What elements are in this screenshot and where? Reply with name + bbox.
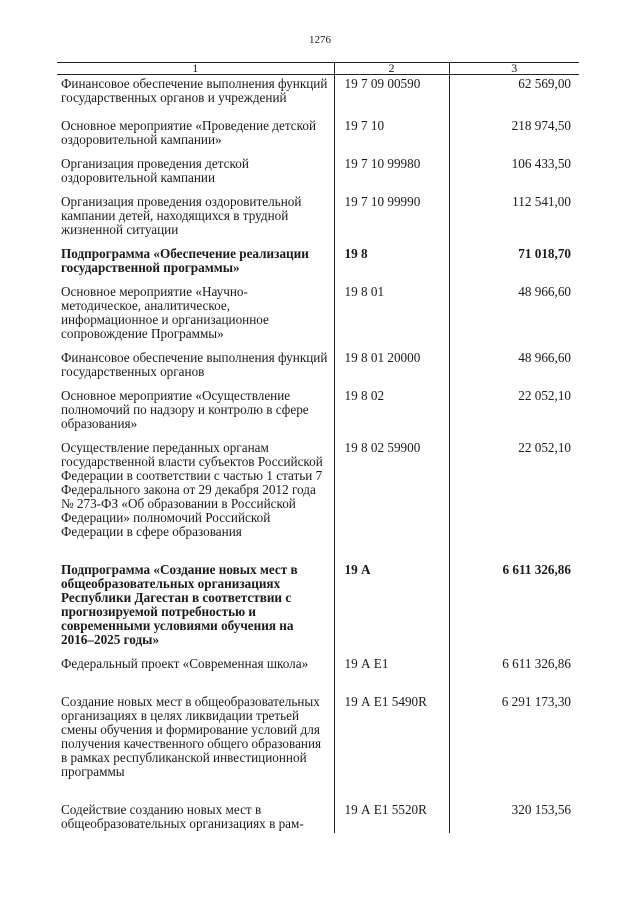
row-code: 19 7 10 99990 (334, 193, 449, 245)
table-row (57, 117, 579, 155)
table-row (57, 193, 579, 245)
row-amount: 62 569,00 (449, 75, 579, 117)
row-amount: 106 433,50 (449, 155, 579, 193)
column-header-1: 1 (57, 63, 334, 75)
row-amount: 320 153,56 (449, 801, 579, 833)
row-amount: 6 611 326,86 (449, 655, 579, 693)
row-name: Основное мероприятие «Научно-методическое, аналитическое, информационное и организационное сопровождение Программы» (61, 283, 269, 341)
row-code: 19 8 02 (334, 387, 449, 439)
table-row (57, 349, 579, 387)
row-amount: 22 052,10 (449, 439, 579, 561)
table-row (57, 283, 579, 349)
table-row (57, 245, 579, 283)
row-amount: 22 052,10 (449, 387, 579, 439)
row-amount: 112 541,00 (449, 193, 579, 245)
row-code: 19 8 02 59900 (334, 439, 449, 561)
table-row (57, 655, 579, 693)
row-name: Подпрограмма «Создание новых мест в общеобразовательных организациях Республики Дагестан в соответствии с прогнозируемой потребностью и современными условиями обучения на 2016–2025 годы» (61, 561, 298, 647)
row-code: 19 8 01 20000 (334, 349, 449, 387)
column-header-2: 2 (334, 63, 449, 75)
row-name: Финансовое обеспечение выполнения функций государственных органов и учреждений (61, 76, 328, 105)
row-name: Организация проведения оздоровительной кампании детей, находящихся в трудной жизненной ситуации (61, 193, 302, 237)
row-amount: 48 966,60 (449, 283, 579, 349)
row-name: Подпрограмма «Обеспечение реализации государственной программы» (61, 245, 309, 275)
page-number: 1276 (309, 34, 331, 46)
row-code: 19 А Е1 (334, 655, 449, 693)
table-row (57, 693, 579, 801)
row-code: 19 А Е1 5520R (334, 801, 449, 833)
row-code: 19 7 09 00590 (334, 75, 449, 117)
row-amount: 48 966,60 (449, 349, 579, 387)
row-name: Содействие созданию новых мест в общеобразовательных организациях в рам- (61, 801, 304, 831)
row-amount: 71 018,70 (449, 245, 579, 283)
table-row (57, 75, 579, 117)
row-name: Организация проведения детской оздоровительной кампании (61, 155, 249, 185)
row-name: Создание новых мест в общеобразовательных организациях в целях ликвидации третьей смены обучения и формирование условий для получения качественного общего образования в рамках республиканской инвестиционной программы (61, 693, 322, 779)
row-name: Основное мероприятие «Осуществление полномочий по надзору и контролю в сфере образования» (61, 387, 309, 431)
table-row (57, 801, 579, 833)
row-name: Финансовое обеспечение выполнения функций государственных органов (61, 349, 328, 379)
row-code: 19 7 10 99980 (334, 155, 449, 193)
row-code: 19 8 01 (334, 283, 449, 349)
row-code: 19 А (334, 561, 449, 655)
row-code: 19 8 (334, 245, 449, 283)
table-row (57, 387, 579, 439)
table-row (57, 561, 579, 655)
row-amount: 6 611 326,86 (449, 561, 579, 655)
table-row (57, 155, 579, 193)
row-name: Основное мероприятие «Проведение детской оздоровительной кампании» (61, 117, 317, 147)
budget-table (57, 62, 579, 833)
row-code: 19 7 10 (334, 117, 449, 155)
row-name: Федеральный проект «Современная школа» (61, 655, 309, 671)
row-amount: 6 291 173,30 (449, 693, 579, 801)
row-amount: 218 974,50 (449, 117, 579, 155)
row-code: 19 А Е1 5490R (334, 693, 449, 801)
row-name: Осуществление переданных органам государственной власти субъектов Российской Федерации в соответствии с частью 1 статьи 7 Федерального закона от 29 декабря 2012 года № 273-ФЗ «Об образовании в Российской Федерации» полномочий Российской Федерации в сфере образования (61, 439, 323, 539)
column-header-3: 3 (449, 63, 579, 75)
table-row (57, 439, 579, 561)
header-row (57, 63, 579, 75)
